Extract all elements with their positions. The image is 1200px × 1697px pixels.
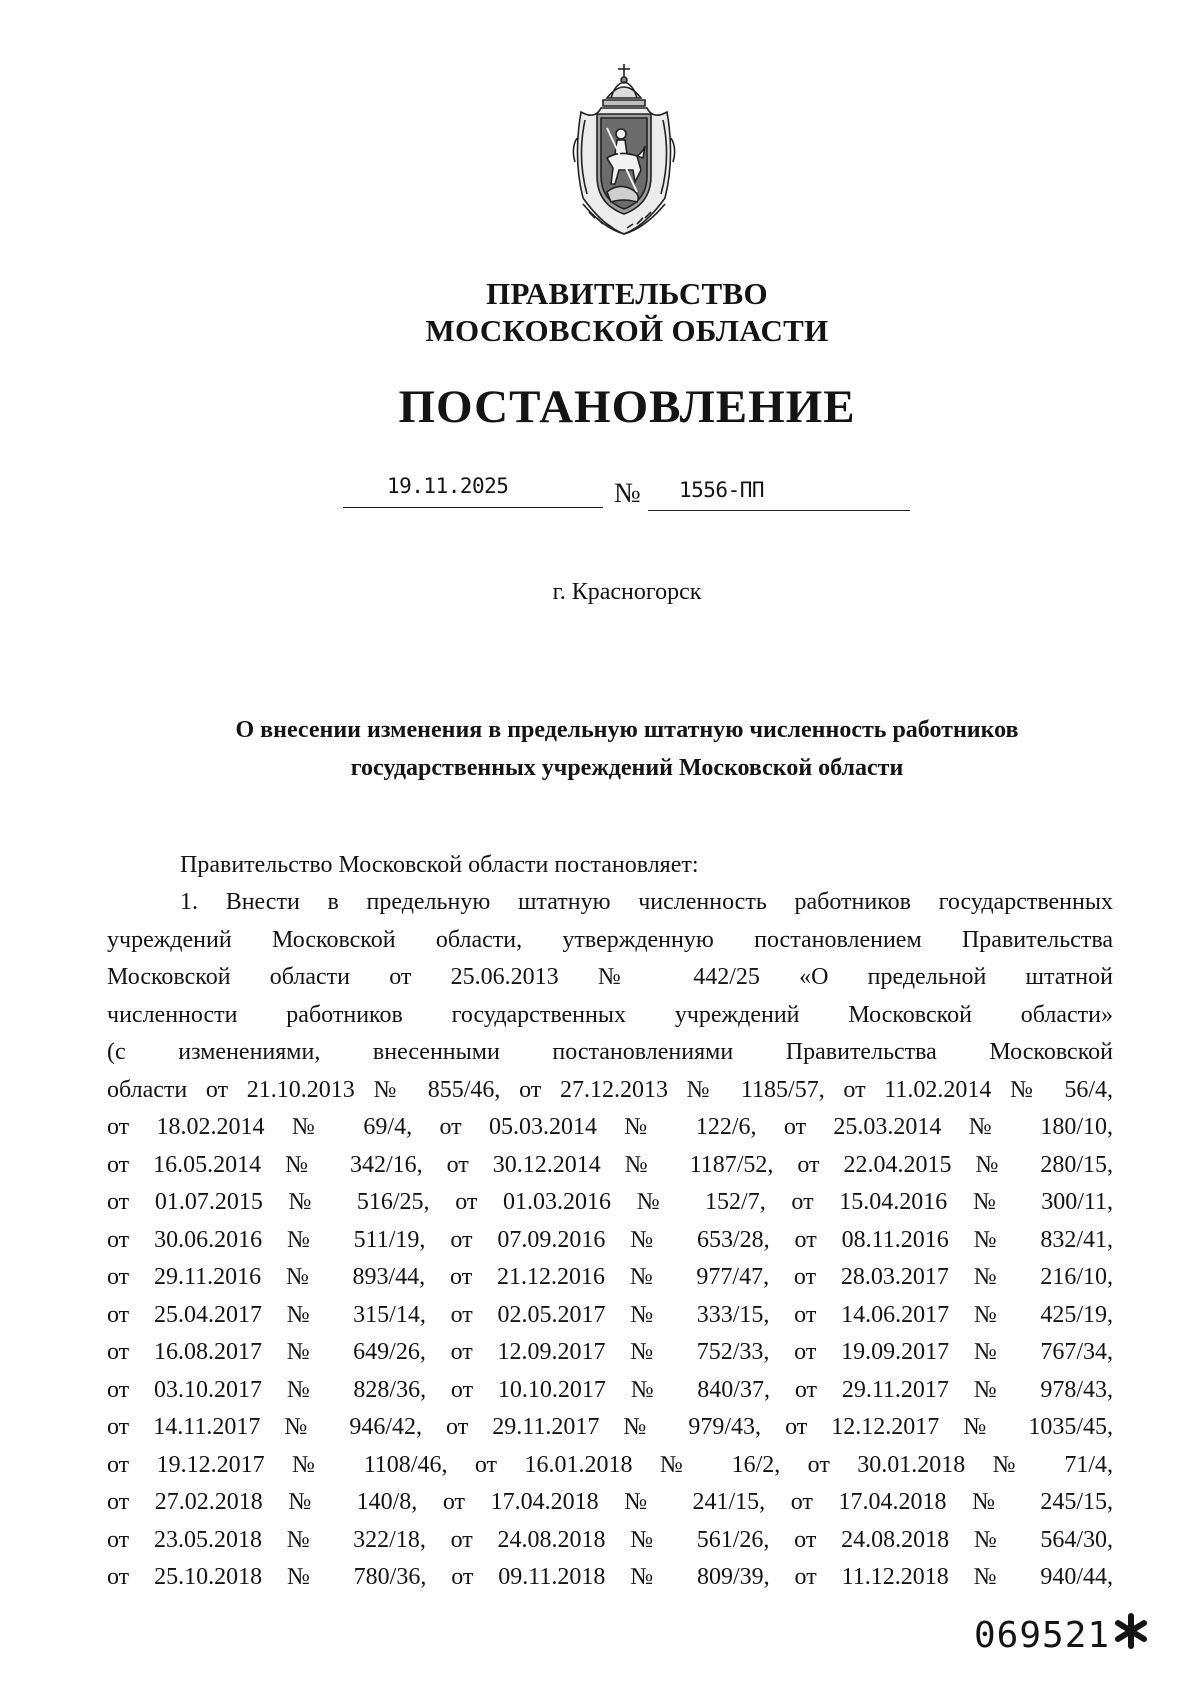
- intro-sentence: Правительство Московской области постановляет:: [180, 852, 699, 878]
- body-line: Московской области от 25.06.2013 № 442/25 «О предельной штатной: [107, 964, 1113, 990]
- document-number: 1556-ПП: [679, 478, 765, 502]
- body-line: от 23.05.2018 № 322/18, от 24.08.2018 № 561/26, от 24.08.2018 № 564/30,: [107, 1526, 1113, 1553]
- number-sign: №: [614, 478, 641, 509]
- document-date: 19.11.2025: [387, 474, 509, 498]
- body-line: 1. Внести в предельную штатную численность работников государственных: [180, 889, 1113, 915]
- asterisk-icon: [1111, 1611, 1151, 1651]
- moscow-oblast-coat-of-arms-icon: [563, 58, 685, 240]
- body-line: численности работников государственных учреждений Московской области»: [107, 1001, 1113, 1028]
- body-line: от 03.10.2017 № 828/36, от 10.10.2017 № 840/37, от 29.11.2017 № 978/43,: [107, 1376, 1113, 1403]
- body-line: от 01.07.2015 № 516/25, от 01.03.2016 № 152/7, от 15.04.2016 № 300/11,: [107, 1189, 1113, 1215]
- document-type: ПОСТАНОВЛЕНИЕ: [398, 381, 856, 433]
- number-underline: [648, 510, 910, 511]
- body-line: учреждений Московской области, утвержденную постановлением Правительства: [107, 926, 1113, 953]
- organization-name-line2: МОСКОВСКОЙ ОБЛАСТИ: [425, 313, 829, 348]
- body-line: области от 21.10.2013 № 855/46, от 27.12.2013 № 1185/57, от 11.02.2014 № 56/4,: [107, 1076, 1113, 1103]
- date-underline: [343, 507, 603, 508]
- document-title: [0, 711, 1200, 787]
- title-line2: государственных учреждений Московской области: [350, 755, 904, 781]
- city-name: г. Красногорск: [552, 579, 702, 605]
- body-line: от 14.11.2017 № 946/42, от 29.11.2017 № 979/43, от 12.12.2017 № 1035/45,: [107, 1414, 1113, 1440]
- body-line: от 25.04.2017 № 315/14, от 02.05.2017 № 333/15, от 14.06.2017 № 425/19,: [107, 1301, 1113, 1328]
- body-line: от 25.10.2018 № 780/36, от 09.11.2018 № 809/39, от 11.12.2018 № 940/44,: [107, 1564, 1113, 1590]
- body-line: от 27.02.2018 № 140/8, от 17.04.2018 № 241/15, от 17.04.2018 № 245/15,: [107, 1489, 1113, 1515]
- body-line: от 18.02.2014 № 69/4, от 05.03.2014 № 122/6, от 25.03.2014 № 180/10,: [107, 1114, 1113, 1140]
- paragraph-1: [107, 884, 1113, 1597]
- body-line: от 29.11.2016 № 893/44, от 21.12.2016 № 977/47, от 28.03.2017 № 216/10,: [107, 1264, 1113, 1290]
- document-body: [107, 846, 1113, 1597]
- body-line: (с изменениями, внесенными постановлениями Правительства Московской: [107, 1039, 1113, 1065]
- serial-number: 069521: [974, 1615, 1111, 1656]
- body-line: от 16.08.2017 № 649/26, от 12.09.2017 № 752/33, от 19.09.2017 № 767/34,: [107, 1339, 1113, 1365]
- organization-name-line1: ПРАВИТЕЛЬСТВО: [486, 276, 768, 311]
- body-line: от 30.06.2016 № 511/19, от 07.09.2016 № 653/28, от 08.11.2016 № 832/41,: [107, 1226, 1113, 1253]
- title-line1: О внесении изменения в предельную штатную численность работников: [235, 717, 1019, 743]
- body-line: от 16.05.2014 № 342/16, от 30.12.2014 № 1187/52, от 22.04.2015 № 280/15,: [107, 1151, 1113, 1178]
- body-line: от 19.12.2017 № 1108/46, от 16.01.2018 № 16/2, от 30.01.2018 № 71/4,: [107, 1451, 1113, 1478]
